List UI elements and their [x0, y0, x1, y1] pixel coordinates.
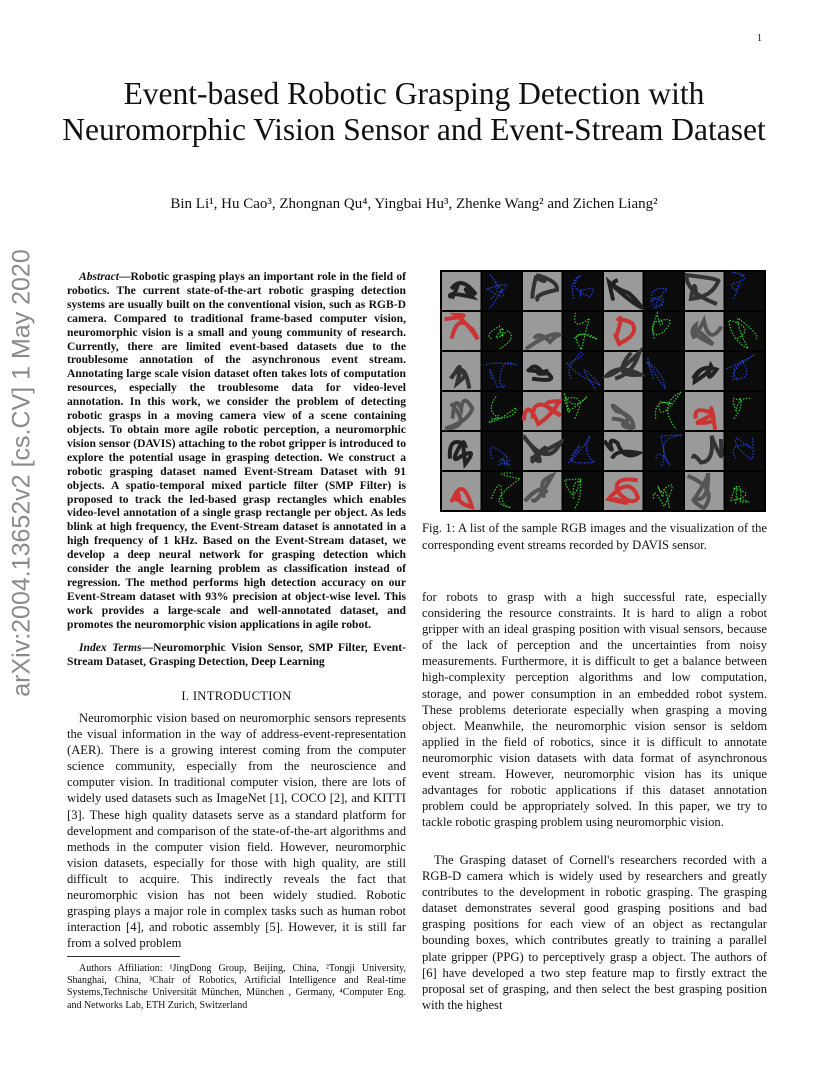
event-stream-tile — [483, 312, 522, 350]
body-paragraph: The Grasping dataset of Cornell's researchers recorded with a RGB-D camera which is widely used by researchers and greatly contributes to the development in robotic grasping. The grasping dataset demonstrates several good grasping positions and bad grasping positions for each view of an object as rectangular bounding boxes, which contributes greatly to training a parallel plate gripper (PPG) to perceptively grasp a object. The authors of [6] have developed a two step feature map to firstly extract the proposal set of grasping, and then select the best grasping position with the highest — [422, 853, 767, 1012]
paper-title: Event-based Robotic Grasping Detection with Neuromorphic Vision Sensor and Event-Stream Dataset — [62, 76, 766, 147]
event-stream-tile — [645, 272, 684, 310]
abstract — [67, 270, 406, 632]
event-stream-tile — [564, 432, 603, 470]
rgb-sample-tile — [604, 312, 643, 350]
event-stream-tile — [483, 272, 522, 310]
event-stream-tile — [564, 472, 603, 510]
event-stream-tile — [483, 392, 522, 430]
section-heading: I. INTRODUCTION — [181, 689, 292, 703]
body-paragraph: for robots to grasp with a high successful rate, especially considering the resource constraints. It is hard to align a robot gripper with an ideal grasping position with visual sensors, because of the lack of perception and the uncertainties from noisy measurements. Furthermore, it is difficult to get a balance between high-complexity perception algorithms and low computation, storage, and power consumption in an embedded robot system. These problems deteriorate especially when grasping a moving object. Meanwhile, the neuromorphic vision sensor is seldom applied in the field of robotics, since it is difficult to annotate neuromorphic vision datasets with data format of asynchronous event stream. However, neuromorphic vision has its unique advantages for robotic applications if this dataset annotation problem could be appropriately solved. In this paper, we try to tackle robotic grasping problem using neuromorphic vision. — [422, 590, 767, 830]
event-stream-tile — [564, 352, 603, 390]
event-stream-tile — [726, 432, 765, 470]
event-stream-tile — [483, 352, 522, 390]
rgb-sample-tile — [442, 432, 481, 470]
event-stream-tile — [645, 352, 684, 390]
page-number: 1 — [757, 33, 762, 44]
figure-image-grid — [440, 270, 766, 512]
rgb-sample-tile — [523, 312, 562, 350]
event-stream-tile — [726, 392, 765, 430]
index-terms — [67, 641, 406, 669]
arxiv-identifier-text: arXiv:2004.13652v2 [cs.CV] 1 May 2020 — [7, 248, 36, 697]
figure-grid-svg — [440, 270, 766, 512]
event-stream-tile — [726, 352, 765, 390]
event-stream-tile — [564, 312, 603, 350]
author-affiliation-footnote: Authors Affiliation: ¹JingDong Group, Beijing, China, ²Tongji University, Shanghai, China, ³Chair of Robotics, Artificial Intelligence and Real-time Systems,Technische Universität München, München , Germany, ⁴Computer Eng. and Networks Lab, ETH Zurich, Switzerland — [67, 963, 406, 1011]
event-stream-tile — [564, 272, 603, 310]
footnote-rule — [67, 956, 180, 957]
index-terms-label: Index Terms — [79, 641, 142, 654]
event-stream-tile — [726, 472, 765, 510]
intro-paragraph: Neuromorphic vision based on neuromorphic sensors represents the visual information in the way of address-event-representation (AER). There is a growing interest coming from the computer science community, especially from the neuroscience and computer vision. In traditional computer vision, there are lots of widely used datasets such as ImageNet [1], COCO [2], and KITTI [3]. These high quality datasets serve as a standard platform for development and comparison of the state-of-the-art algorithms and methods in the computer vision field. However, neuromorphic vision datasets, especially for those with high quality, are still difficult to acquire. This indirectly reveals the fact that neuromorphic vision has not been widely studied. Robotic grasping plays a major role in complex tasks such as human robot interaction [4], and robotic assembly [5]. However, it is still far from a solved problem — [67, 711, 406, 951]
figure-caption: Fig. 1: A list of the sample RGB images and the visualization of the corresponding event streams recorded by DAVIS sensor. — [422, 521, 767, 552]
event-stream-tile — [645, 392, 684, 430]
index-terms-text: —Neuromorphic Vision Sensor, SMP Filter, Event-Stream Dataset, Grasping Detection, Deep Learning — [67, 641, 406, 668]
event-stream-tile — [645, 312, 684, 350]
author-list: Bin Li¹, Hu Cao³, Zhongnan Qu⁴, Yingbai Hu³, Zhenke Wang² and Zichen Liang² — [170, 196, 658, 212]
abstract-label: Abstract — [79, 270, 119, 283]
arxiv-identifier — [2, 248, 42, 697]
event-stream-tile — [645, 472, 684, 510]
abstract-text: —Robotic grasping plays an important role in the field of robotics. The current state-of-the-art robotic grasping detection systems are usually built on the conventional vision, such as RGB-D camera. Compared to traditional frame-based computer vision, neuromorphic vision is a small and young community of research. Currently, there are limited event-based datasets due to the troublesome annotation of the asynchronous event stream. Annotating large scale vision dataset often takes lots of computation resources, especially the troublesome data for video-level annotation. In this work, we consider the problem of detecting robotic grasps in a moving camera view of a scene containing objects. To obtain more agile robotic perception, a neuromorphic vision sensor (DAVIS) attaching to the robot gripper is introduced to explore the potential usage in grasping detection. We construct a robotic grasping dataset named Event-Stream Dataset with 91 objects. A spatio-temporal mixed particle filter (SMP Filter) is proposed to track the led-based grasp rectangles which enables video-level annotation of a single grasp rectangle per object. As leds blink at high frequency, the Event-Stream dataset is annotated in a high frequency of 1 kHz. Based on the Event-Stream dataset, we develop a deep neural network for grasping detection which consider the angle learning problem as classification instead of regression. The method performs high detection accuracy on our Event-Stream dataset with 93% precision at object-wise level. This work provides a large-scale and well-annotated dataset, and promotes the neuromorphic vision applications in agile robot. — [67, 270, 406, 631]
